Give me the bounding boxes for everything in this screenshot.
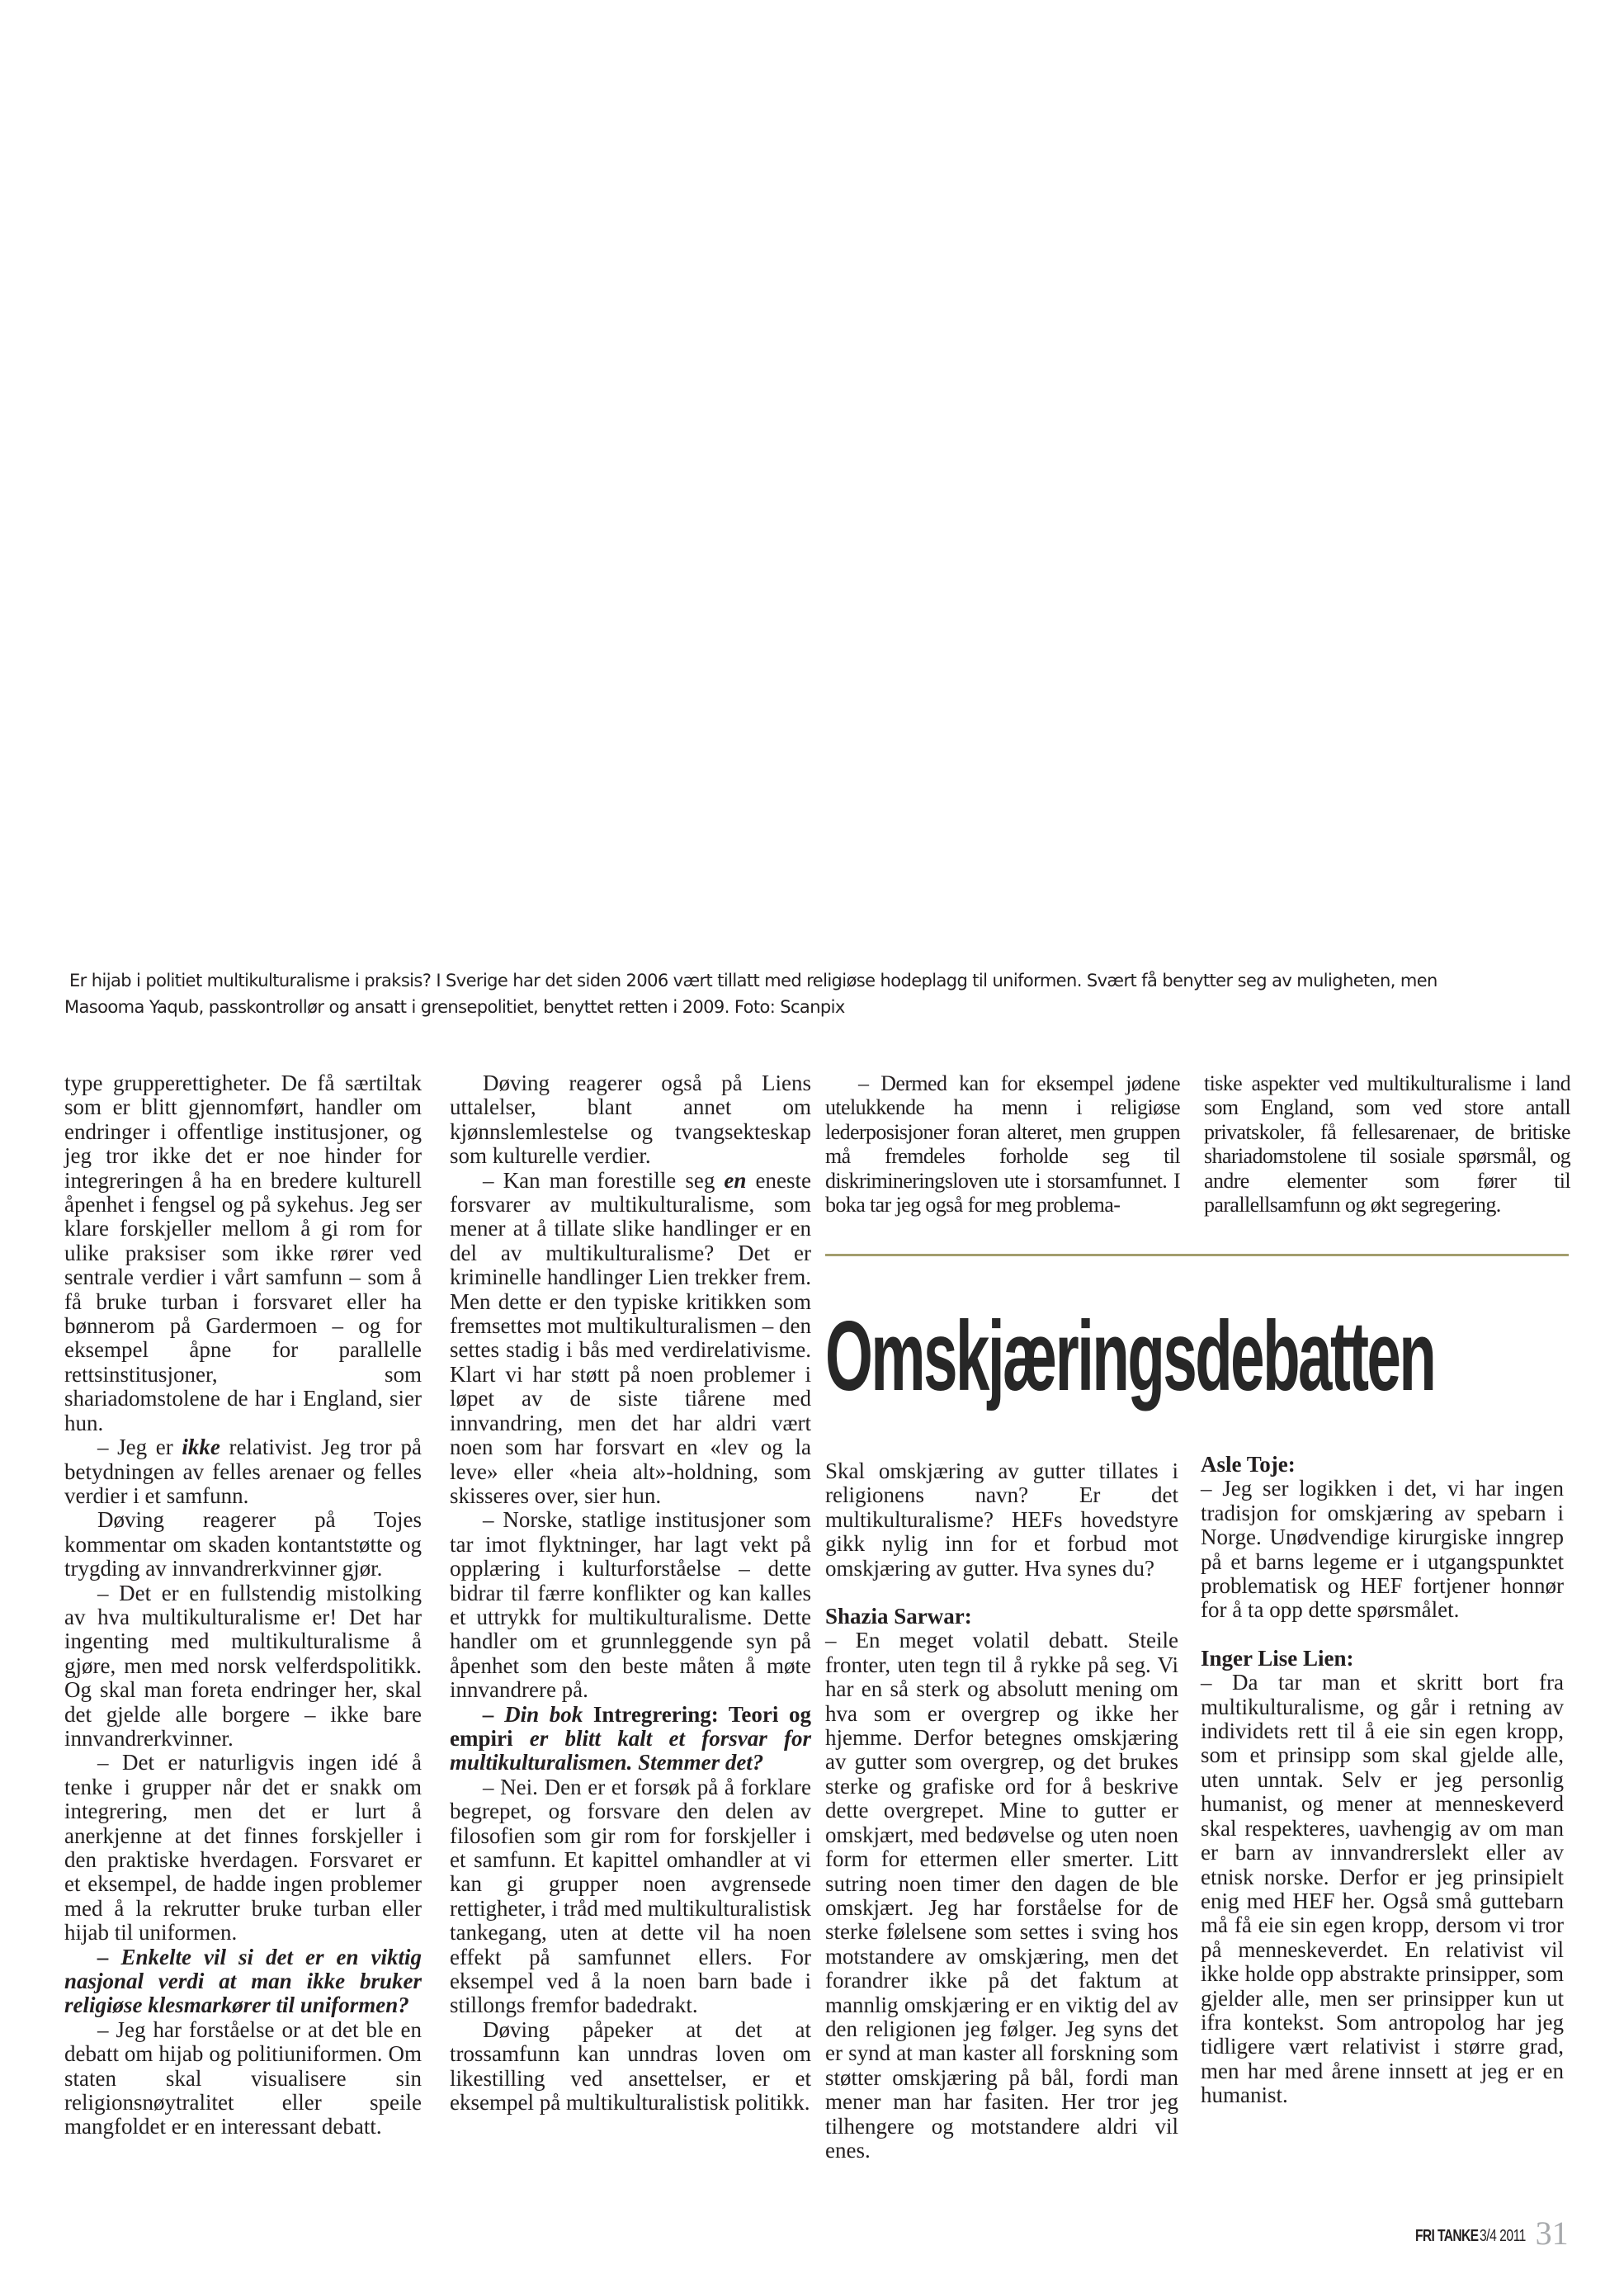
caption-line-2: Masooma Yaqub, passkontrollør og ansatt i grensepolitiet, benyttet retten i 2009. Foto: Scanpix	[64, 997, 845, 1017]
article-column-2	[450, 1071, 811, 2115]
paragraph: tiske aspekter ved multikulturalisme i land som England, som ved store antall privatskoler, få fellesarenaer, de britiske shariadomstolene til sosiale spørsmål, og andre elementer som fører til parallellsamfunn og økt segregering.	[1204, 1071, 1570, 1217]
speaker-name: Asle Toje:	[1201, 1452, 1296, 1477]
text-run: er blitt kalt et forsvar for multikulturalismen. Stemmer det?	[450, 1725, 811, 1775]
text-run: – Din bok	[483, 1701, 593, 1727]
text-run: relativist. Jeg tror på betydningen av felles arenaer og felles verdier i et samfunn.	[64, 1435, 422, 1508]
paragraph: – Nei. Den er et forsøk på å forklare begrepet, og forsvare den delen av filosofien som gir rom for forskjeller i et samfunn. Et kapittel omhandler at vi kan gi grupper noen avgrensede rettigheter, i tråd med multikulturalistisk tankegang, uten at dette vil ha noen effekt på samfunnet ellers. For eksempel ved å la noen barn bade i stillongs fremfor badedrakt.	[450, 1774, 811, 2018]
paragraph: – Norske, statlige institusjoner som tar imot flyktninger, har lagt vekt på opplæring i kulturforståelse – dette bidrar til færre konflikter og kan kalles et uttrykk for multikulturalisme. Dette handler om et grunnleggende syn på åpenhet som den beste måten å møte innvandrere på.	[450, 1507, 811, 1703]
interview-question: – Enkelte vil si det er en viktig nasjonal verdi at man ikke bruker religiøse klesmarkører til uniformen?	[64, 1944, 422, 2018]
emphasis: ikke	[182, 1435, 220, 1460]
issue-number: 3/4 2011	[1479, 2227, 1526, 2245]
paragraph	[450, 1169, 811, 1509]
article-column-3	[825, 1071, 1180, 1217]
paragraph: Døving reagerer også på Liens uttalelser, blant annet om kjønnslemlestelse og tvangsekteskap som kulturelle verdier.	[450, 1071, 811, 1169]
interview-question	[450, 1703, 811, 1775]
speaker-response: – En meget volatil debatt. Steile fronter, uten tegn til å rykke på seg. Vi har en så sterk og absolutt mening om hva som er overgrep og ikke her hjemme. Derfor betegnes omskjæring av gutter som overgrep, og det brukes sterke og grafiske ord for å beskrive dette overgrepet. Mine to gutter er omskjært, med bedøvelse og uten noen form for ettermen eller smerter. Litt sutring noen timer den dagen de ble omskjært. Jeg har forståelse for de sterke følelsene som settes i sving hos motstandere av omskjæring, men det forandrer ikke på det faktum at mannlig omskjæring er en viktig del av den religionen jeg følger. Jeg syns det er synd at man kaster all forskning som støtter omskjæring på bål, fordi man mener man har fasiten. Her tror jeg tilhengere og motstandere aldri vil enes.	[825, 1628, 1178, 2163]
debate-intro: Skal omskjæring av gutter tillates i religionens navn? Er det multikulturalisme? HEFs hovedstyre gikk nylig inn for et forbud mot omskjæring av gutter. Hva synes du?	[825, 1458, 1178, 1581]
paragraph: – Jeg har forståelse or at det ble en debatt om hijab og politiuniformen. Om staten skal visualisere sin religionsnøytralitet eller speile mangfoldet er en interessant debatt.	[64, 2016, 422, 2139]
spacer	[825, 1581, 1178, 1605]
caption-line-1: Er hijab i politiet multikulturalisme i praksis? I Sverige har det siden 2006 vært tillatt med religiøse hodeplagg til uniformen. Svært få benytter seg av muligheten, men	[69, 971, 1438, 990]
paragraph: – Dermed kan for eksempel jødene utelukkende ha menn i religiøse lederposisjoner foran alteret, men gruppen må fremdeles forholde seg til diskrimineringsloven ute i storsamfunnet. I boka tar jeg også for meg problema-	[825, 1071, 1180, 1217]
photo-placeholder	[0, 0, 1624, 957]
paragraph: type grupperettigheter. De få særtiltak som er blitt gjennomført, handler om endringer i offentlige institusjoner, og jeg tror ikke det er noe hinder for integreringen å ha en bredere kulturell åpenhet i fengsel og på sykehus. Jeg ser klare forskjeller mellom å gi rom for ulike praksiser som ikke rører ved sentrale verdier i vårt samfunn – som å få bruke turban i forsvaret eller ha bønnerom på Gardermoen – og for eksempel åpne for parallelle rettsinstitusjoner, som shariadomstolene de har i England, sier hun.	[64, 1071, 422, 1435]
paragraph: – Det er naturligvis ingen idé å tenke i grupper når det er snakk om integrering, men det er lurt å anerkjenne at det finnes forskjeller i den praktiske hverdagen. Forsvaret er et eksempel, de hadde ingen problemer med å la rekrutter bruke turban eller hijab til uniformen.	[64, 1750, 422, 1945]
page-number: 31	[1535, 2215, 1569, 2252]
paragraph: Døving påpeker at det at trossamfunn kan unndras loven om likestilling ved ansettelser, er et eksempel på multikulturalistisk politikk.	[450, 2016, 811, 2116]
paragraph: Døving reagerer på Tojes kommentar om skaden kontantstøtte og trygding av innvandrerkvinner gjør.	[64, 1507, 422, 1581]
magazine-name: FRI TANKE	[1415, 2227, 1479, 2245]
speaker-response: – Da tar man et skritt bort fra multikulturalisme, og går i retning av individets rett til å eie sin egen kropp, som et prinsipp som skal gjelde alle, uten unntak. Selv er jeg personlig humanist, og mener at menneskeverd skal respekteres, uavhengig av om man er barn av innvandrerslekt eller av etnisk norske. Derfor er jeg prinsipielt enig med HEF her. Også små guttebarn må få eie sin egen kropp, dersom vi tror på menneskeverdet. En relativist vil ikke holde opp abstrakte prinsipper, som gjelder alle, men ser prinsipper kun ut ifra kontekst. Som antropolog har jeg tidligere vært relativist i større grad, men har med årene innsett at jeg er en humanist.	[1201, 1670, 1564, 2108]
article-column-1	[64, 1071, 422, 2139]
text-run: enestе forsvarer av multikulturalisme, som mener at å tillate slike handlinger er en del av multikulturalisme? Det er kriminelle handlinger Lien trekker frem. Men dette er den typiske kritikken som fremsettes mot multikulturalismen – den settes stadig i bås med verdirelativisme. Klart vi har støtt på noen problemer i løpet av de siste tiårene med innvandring, men det har aldri vært noen som har forsvart en «lev og la leve» eller «heia alt»-holdning, som skisseres over, sier hun.	[450, 1167, 811, 1508]
emphasis: en	[724, 1167, 747, 1193]
text-run: – Kan man forestille seg	[483, 1167, 725, 1193]
debate-column-2	[1201, 1453, 1564, 2108]
text-run: – Jeg er	[97, 1435, 182, 1460]
paragraph	[64, 1435, 422, 1508]
debate-column-1	[825, 1459, 1178, 2163]
book-title: Intregrering: Teori og empiri	[450, 1701, 811, 1751]
speaker-name: Shazia Sarwar:	[825, 1604, 972, 1629]
section-divider	[825, 1254, 1569, 1256]
page-footer	[1415, 2214, 1569, 2253]
debate-headline: Omskjæringsdebatten	[825, 1301, 1435, 1411]
speaker-response: – Jeg ser logikken i det, vi har ingen tradisjon for omskjæring av spebarn i Norge. Unødvendige kirurgiske inngrep på et barns legeme er i utgangspunktet problematisk og HEF fortjener honnør for å ta opp dette spørsmålet.	[1201, 1476, 1564, 1623]
photo-caption	[64, 967, 1550, 1020]
article-column-4	[1204, 1071, 1570, 1217]
paragraph: – Det er en fullstendig mistolking av hva multikulturalisme er! Det har ingenting med multikulturalisme å gjøre, men med norsk velferdspolitikk. Og skal man foreta endringer her, skal det gjelde alle borgere – ikke bare innvandrerkvinner.	[64, 1580, 422, 1751]
speaker-name: Inger Lise Lien:	[1201, 1645, 1354, 1671]
spacer	[1201, 1623, 1564, 1647]
